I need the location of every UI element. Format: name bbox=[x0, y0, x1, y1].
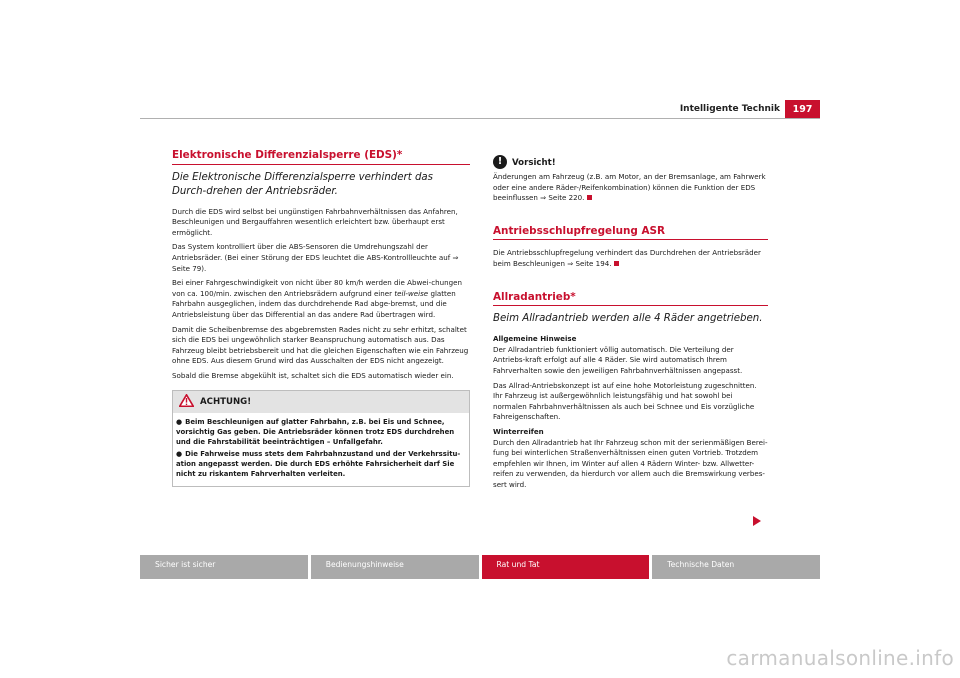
warning-triangle-icon bbox=[179, 394, 194, 411]
awd-heading: Allradantrieb* bbox=[493, 292, 768, 307]
asr-heading: Antriebsschlupfregelung ASR bbox=[493, 226, 768, 241]
eds-paragraph-5: Sobald die Bremse abgekühlt ist, schaltet sich die EDS automatisch wieder ein. bbox=[172, 370, 454, 380]
eds-paragraph-3 bbox=[172, 278, 470, 320]
eds-paragraph-2: Das System kontrolliert über die ABS-Sensoren die Umdrehungszahl der Antriebsräder. (Bei einer Störung der EDS leuchtet die ABS-Kontrollleuchte auf ⇒ Seite 79). bbox=[172, 242, 459, 273]
watermark: carmanualsonline.info bbox=[726, 646, 954, 670]
footer-nav bbox=[140, 555, 820, 579]
eds-paragraph-1: Durch die EDS wird selbst bei ungünstigen Fahrbahnverhältnissen das Anfahren, Beschleunigen und Bergauffahren wesentlich erleichtert bzw. überhaupt erst ermöglicht. bbox=[172, 206, 458, 237]
awd-subheading-general: Allgemeine Hinweise bbox=[493, 334, 577, 344]
warning-title: ACHTUNG! bbox=[200, 396, 252, 407]
eds-lead: Die Elektronische Differenzialsperre verhindert das Durch-drehen der Antriebsräder. bbox=[172, 171, 433, 197]
warning-bullet-2-text: Die Fahrweise muss stets dem Fahrbahnzustand und der Verkehrssitu-ation angepasst werden. Die durch EDS erhöhte Fahrsicherheit darf Sie nicht zu riskantem Fahrverhalten verleiten. bbox=[176, 450, 461, 479]
caution-text-body: Änderungen am Fahrzeug (z.B. am Motor, an der Bremsanlage, am Fahrwerk oder eine andere Räder-/Reifenkombination) können die Funktion der EDS beeinflussen ⇒ Seite 220. bbox=[493, 172, 766, 203]
warning-box bbox=[172, 390, 470, 488]
warning-bullet-1: ● Beim Beschleunigen auf glatter Fahrbahn, z.B. bei Eis und Schnee, vorsichtig Gas geben. Die Antriebsräder können trotz EDS durchdrehen und die Fahrstabilität beeinträchtigen – Unfallgefahr. bbox=[176, 418, 455, 447]
eds-p3-part-a: Bei einer Fahrgeschwindigkeit von nicht über 80 km/h werden die Abwei-chungen von ca. 100/min. zwischen den Antriebsrädern aufgrund einer bbox=[172, 278, 462, 298]
exclamation-circle-icon: ! bbox=[493, 155, 507, 169]
section-end-marker bbox=[587, 195, 592, 200]
asr-text bbox=[493, 248, 768, 269]
awd-paragraph-2: Das Allrad-Antriebskonzept ist auf eine hohe Motorleistung zugeschnitten. Ihr Fahrzeug ist außergewöhnlich leistungsfähig und hat sowohl bei normalen Fahrbahnverhältnissen als auch bei Schnee und Eis vorzügliche Fahreigenschaften. bbox=[493, 380, 757, 422]
eds-p3-emphasis: teil-weise bbox=[394, 288, 429, 298]
awd-paragraph-3: Durch den Allradantrieb hat Ihr Fahrzeug schon mit der serienmäßigen Berei-fung bei winterlichen Straßenverhältnissen einen guten Vortrieb. Trotzdem empfehlen wir Ihnen, im Winter auf allen 4 Rädern Winter- bzw. Allwetter-reifen zu verwenden, da hierdurch vor allem auch die Bremswirkung verbes-sert wird. bbox=[493, 437, 768, 489]
footer-tab-bedienungshinweise[interactable]: Bedienungshinweise bbox=[311, 555, 479, 579]
caution-text bbox=[493, 172, 768, 204]
eds-heading: Elektronische Differenzialsperre (EDS)* bbox=[172, 150, 470, 165]
eds-paragraph-4: Damit die Scheibenbremse des abgebremsten Rades nicht zu sehr erhitzt, schaltet sich die EDS bei ungewöhnlich starker Beanspruchung automatisch aus. Das Fahrzeug bleibt betriebsbereit und hat die gleichen Eigenschaften wie ein Fahrzeug ohne EDS. Aus diesem Grund wird das Ausschalten der EDS nicht angezeigt. bbox=[172, 324, 469, 366]
warning-body bbox=[173, 413, 469, 486]
page-number: 197 bbox=[785, 100, 820, 119]
left-column bbox=[172, 150, 470, 487]
eds-p3-part-b: glatten Fahrbahn ausgeglichen, indem das durchdrehende Rad abge-bremst, und die Antriebsleistung über das Differential an das andere Rad übertragen wird. bbox=[172, 288, 456, 319]
footer-tab-rat-und-tat[interactable]: Rat und Tat bbox=[482, 555, 650, 579]
caution-header bbox=[493, 155, 768, 169]
awd-subheading-winter: Winterreifen bbox=[493, 426, 544, 436]
warning-header bbox=[173, 391, 469, 414]
footer-tab-technische-daten[interactable]: Technische Daten bbox=[652, 555, 820, 579]
footer-tab-sicher-ist-sicher[interactable]: Sicher ist sicher bbox=[140, 555, 308, 579]
next-page-arrow-icon[interactable] bbox=[753, 516, 761, 526]
header-rule bbox=[140, 118, 820, 119]
asr-text-body: Die Antriebsschlupfregelung verhindert das Durchdrehen der Antriebsräder beim Beschleunigen ⇒ Seite 194. bbox=[493, 248, 761, 268]
awd-lead: Beim Allradantrieb werden alle 4 Räder angetrieben. bbox=[493, 313, 763, 325]
warning-bullet-1-text: Beim Beschleunigen auf glatter Fahrbahn, z.B. bei Eis und Schnee, vorsichtig Gas geben. Die Antriebsräder können trotz EDS durchdrehen und die Fahrstabilität beeinträchtigen – Unfallgefahr. bbox=[176, 418, 455, 447]
awd-paragraph-1: Der Allradantrieb funktioniert völlig automatisch. Die Verteilung der Antriebs-kraft erfolgt auf alle 4 Räder. Sie wird automatisch Ihrem Fahrverhalten sowie den jeweiligen Fahrbahnverhältnissen angepasst. bbox=[493, 344, 743, 375]
caution-title: Vorsicht! bbox=[512, 158, 556, 169]
right-column bbox=[493, 155, 768, 494]
warning-bullet-2: ● Die Fahrweise muss stets dem Fahrbahnzustand und der Verkehrssitu-ation angepasst werden. Die durch EDS erhöhte Fahrsicherheit darf Sie nicht zu riskantem Fahrverhalten verleiten. bbox=[176, 450, 461, 479]
page-header-title: Intelligente Technik bbox=[679, 104, 780, 114]
section-end-marker bbox=[614, 261, 619, 266]
